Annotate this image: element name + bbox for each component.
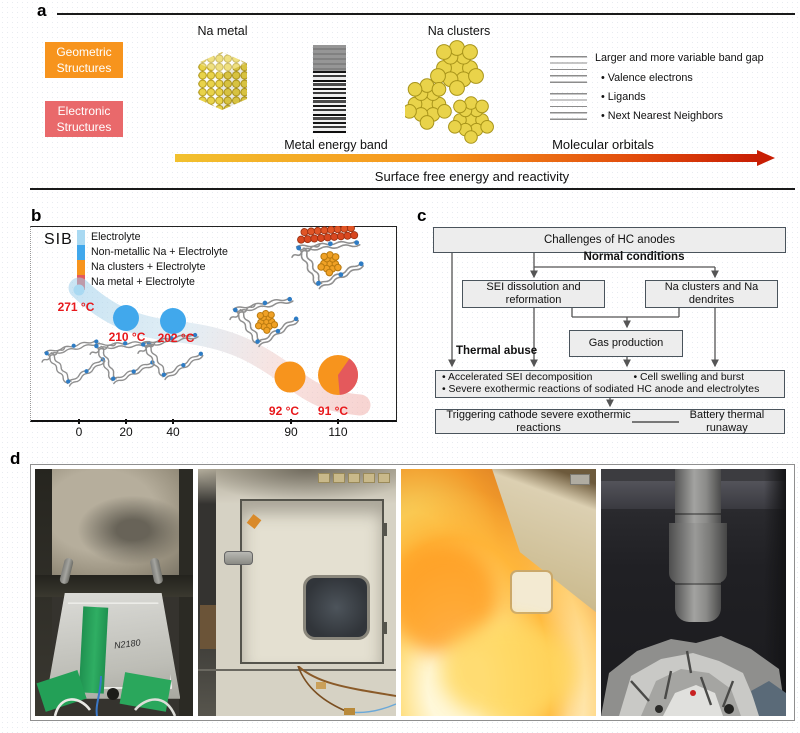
band-levels [313, 71, 346, 134]
flow-box-challenges [433, 227, 786, 253]
x-tick [290, 419, 292, 424]
x-tick-label: 20 [119, 425, 133, 439]
surface-energy-caption: Surface free energy and reactivity [374, 169, 570, 184]
flame [440, 622, 577, 716]
flow-box-outcome [435, 409, 785, 434]
panel-a-label: a [37, 1, 47, 20]
sib-system-label: SIB [44, 231, 73, 248]
outcome-arrow-icon [632, 418, 679, 426]
na-metal-title: Na metal [197, 24, 248, 38]
reactivity-gradient-arrow [175, 150, 775, 166]
viewing-window-in-fire [510, 570, 553, 614]
band-gap-note: Larger and more variable band gap [595, 52, 764, 64]
pipe-sleeve [669, 523, 726, 582]
legend-item: Non-metallic Na + Electrolyte [91, 246, 228, 258]
door-latch [224, 551, 254, 565]
molecular-orbital-levels-lower [550, 93, 587, 125]
point-nonmetallic-na-210C [113, 305, 139, 331]
photo-burnt-aftermath [601, 469, 786, 716]
thermocouple-wires [198, 666, 396, 716]
temp-label-202: 202 °C [157, 331, 195, 345]
cell-handwritten-marking: N2180 [113, 637, 142, 652]
temp-label-92: 92 °C [268, 404, 300, 418]
x-tick-label: 110 [328, 425, 348, 439]
legend-item: Na metal + Electrolyte [91, 276, 195, 288]
chamber-wall [35, 469, 193, 580]
outcome-left-text: Triggering cathode severe exothermic reactions [446, 408, 631, 434]
flow-box-text: Gas production [588, 337, 664, 349]
orbital-bullet: • Valence electrons [601, 72, 795, 85]
flow-box-text: Na clusters and Na dendrites [664, 281, 759, 306]
x-tick [125, 419, 127, 424]
photo-strip-frame [30, 464, 795, 721]
panel-a-top-rule [57, 13, 795, 15]
electronic-structures-tag [45, 101, 123, 137]
viewing-window [303, 575, 370, 640]
tag-line: Geometric [56, 45, 112, 59]
x-tick [337, 419, 339, 424]
photo-thermal-runaway-fire [401, 469, 596, 716]
panel-d-label: d [10, 449, 21, 468]
temp-label-210: 210 °C [108, 330, 146, 344]
pipe-ring [675, 513, 721, 515]
normal-conditions-label: Normal conditions [583, 251, 685, 263]
panel-a-bottom-rule [30, 188, 795, 190]
flow-box-sei [462, 280, 605, 308]
tag-line: Structures [56, 120, 112, 134]
orbital-bullet: • Ligands [601, 91, 795, 104]
panel-b-plot [30, 226, 395, 419]
temp-label-271: 271 °C [57, 300, 95, 314]
x-tick-label: 40 [166, 425, 180, 439]
temp-label-91: 91 °C [317, 404, 349, 418]
consequence-bullet: • Severe exothermic reactions of sodiated HC anode and electrolytes [442, 384, 759, 397]
x-tick-label: 90 [284, 425, 298, 439]
door-hinge [382, 523, 387, 535]
chamber-label-decal [570, 474, 590, 485]
panel-c-label: c [417, 206, 427, 225]
photo-test-chamber [198, 469, 396, 716]
band-continuum [313, 45, 346, 71]
consequence-bullet: • Accelerated SEI decomposition [442, 372, 634, 385]
flow-box-text: reformation [505, 294, 562, 306]
molecular-orbitals-caption: Molecular orbitals [552, 137, 654, 152]
orbital-notes [595, 52, 795, 129]
photo-cell-before-test [35, 469, 193, 716]
tag-line: Structures [56, 61, 112, 75]
debris-pile [601, 581, 786, 716]
background-object [200, 605, 216, 649]
flow-box-text: Challenges of HC anodes [543, 233, 676, 246]
outcome-right-text: Battery thermal runaway [689, 408, 765, 434]
flow-box-gas [569, 330, 683, 357]
flow-box-text: SEI dissolution and [486, 281, 581, 293]
na-clusters-title: Na clusters [427, 24, 491, 38]
sensor-wires [35, 676, 193, 716]
metal-energy-band-caption: Metal energy band [284, 138, 388, 152]
na-clusters-illustration [405, 40, 510, 145]
panel-b-label: b [31, 206, 42, 225]
x-tick-label: 0 [75, 425, 83, 439]
x-tick [78, 419, 80, 424]
metal-energy-band-diagram [313, 45, 346, 134]
consequence-bullet: • Cell swelling and burst [634, 372, 778, 385]
na-metal-cube-illustration [190, 46, 254, 114]
x-tick [172, 419, 174, 424]
chamber-label-decals [318, 473, 390, 483]
flow-box-dendrites [645, 280, 778, 308]
legend-item: Na clusters + Electrolyte [91, 261, 206, 273]
point-na-clusters-92C [275, 362, 306, 393]
legend-item: Electrolyte [91, 231, 141, 243]
orbital-bullet: • Next Nearest Neighbors [601, 110, 795, 123]
thermal-abuse-label: Thermal abuse [456, 345, 538, 357]
flow-box-consequences [435, 370, 785, 398]
molecular-orbital-levels-upper [550, 56, 587, 84]
geometric-structures-tag [45, 42, 123, 78]
door-hinge [382, 622, 387, 634]
arrowhead-icon [757, 150, 775, 166]
tag-line: Electronic [57, 104, 111, 118]
point-electrolyte-271C [74, 285, 85, 296]
